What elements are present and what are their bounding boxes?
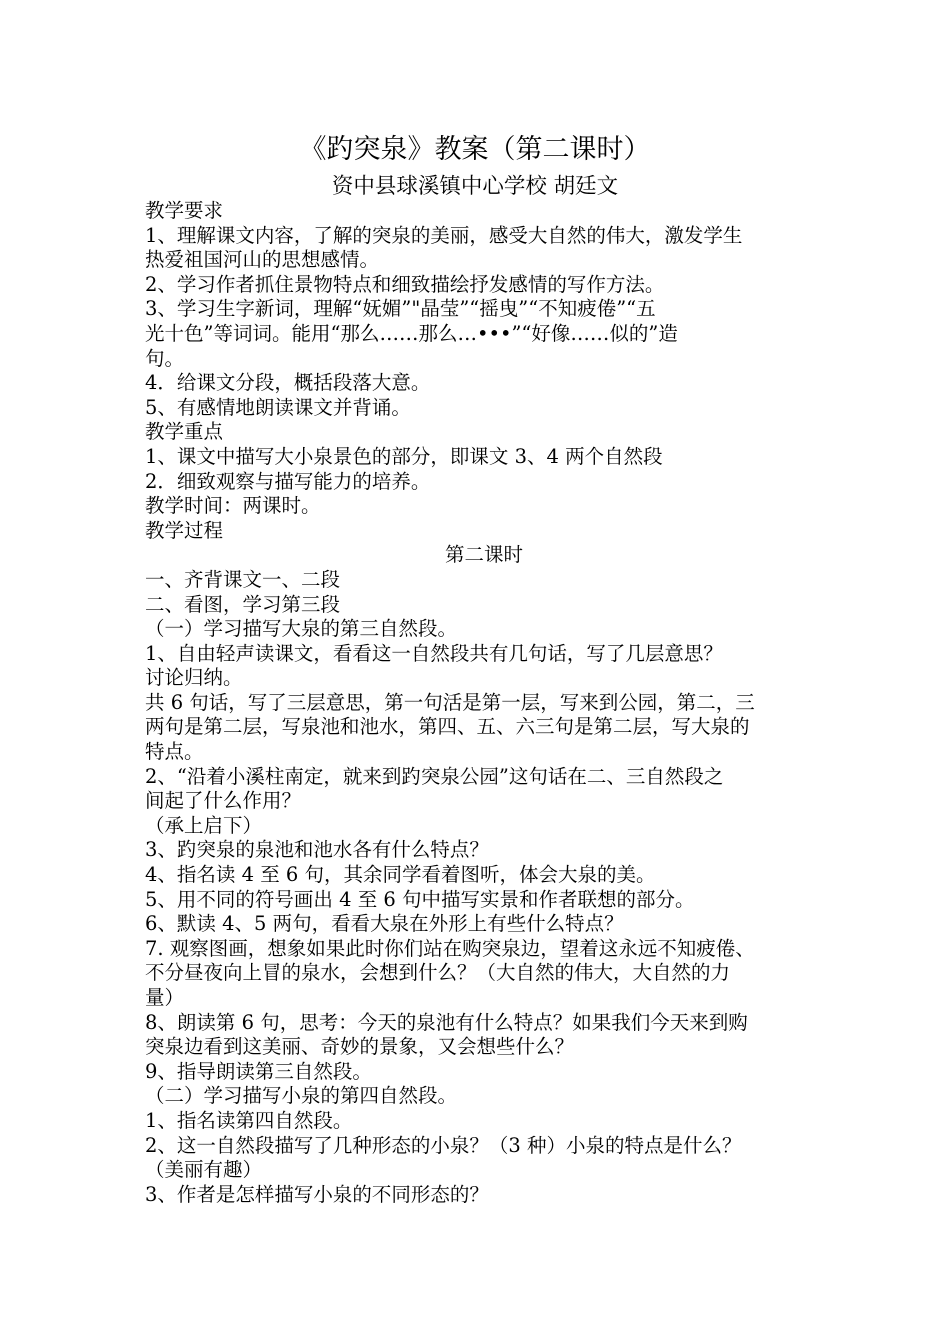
text-line: 8、朗读第 6 句，思考：今天的泉池有什么特点？如果我们今天来到购: [145, 1010, 748, 1034]
text-line: 1、课文中描写大小泉景色的部分，即课文 3、4 两个自然段: [145, 444, 663, 468]
text-line: 5、用不同的符号画出 4 至 6 句中描写实景和作者联想的部分。: [145, 887, 695, 911]
text-line: 2、这一自然段描写了几种形态的小泉？（3 种）小泉的特点是什么？: [145, 1133, 742, 1157]
text-line: 讨论归纳。: [145, 666, 243, 690]
text-line: 教学时间：两课时。: [145, 494, 321, 518]
text-line: 3、作者是怎样描写小泉的不同形态的？: [145, 1182, 489, 1206]
text-line: 3、趵突泉的泉池和池水各有什么特点？: [145, 838, 489, 862]
text-line: 4、指名读 4 至 6 句，其余同学看着图听，体会大泉的美。: [145, 863, 656, 887]
author-line: 资中县球溪镇中心学校 胡廷文: [331, 174, 619, 199]
text-line: 量）: [145, 986, 185, 1009]
text-line: 共 6 句话，写了三层意思，第一句活是第一层，写来到公园，第二，三: [145, 690, 755, 714]
text-line: 2、学习作者抓住景物特点和细致描绘抒发感情的写作方法。: [145, 272, 665, 296]
text-line: 2．细致观察与描写能力的培养。: [145, 469, 431, 493]
text-line: 句。: [145, 346, 185, 370]
text-line: 3、学习生字新词，理解“妩媚”"晶莹”“摇曳”“不知疲倦”“五: [145, 297, 656, 321]
text-line: 1、自由轻声读课文，看看这一自然段共有几句话，写了几层意思？: [145, 641, 723, 665]
text-line: 7. 观察图画，想象如果此时你们站在购突泉边，望着这永远不知疲倦、: [145, 936, 755, 960]
text-line: （一）学习描写大泉的第三自然段。: [145, 617, 458, 641]
text-line: （二）学习描写小泉的第四自然段。: [145, 1084, 458, 1108]
section-heading: 教学重点: [145, 420, 224, 444]
text-line: （承上启下）: [145, 813, 263, 837]
text-line: 二、看图，学习第三段: [145, 592, 341, 616]
text-line: 突泉边看到这美丽、奇妙的景象，又会想些什么？: [145, 1035, 575, 1059]
text-line: 特点。: [145, 740, 204, 764]
text-line: 2、“沿着小溪柱南定，就来到趵突泉公园”这句话在二、三自然段之: [145, 764, 724, 788]
text-line: （美丽有趣）: [145, 1158, 263, 1182]
text-line: 热爱祖国河山的思想感情。: [145, 248, 380, 272]
text-line: 5、有感情地朗读课文并背诵。: [145, 395, 411, 419]
text-line: 4．给课文分段，概括段落大意。: [145, 371, 431, 395]
text-line: 一、齐背课文一、二段: [145, 567, 341, 591]
text-line: 不分昼夜向上冒的泉水，会想到什么？（大自然的伟大，大自然的力: [145, 961, 731, 985]
text-line: 1、理解课文内容，了解的突泉的美丽，感受大自然的伟大，激发学生: [145, 223, 743, 247]
document-body: [145, 199, 815, 1207]
lesson-heading: 第二课时: [444, 543, 523, 567]
text-line: 两句是第二层，写泉池和池水，第四、五、六三句是第二层，写大泉的: [145, 715, 750, 739]
text-line: 6、默读 4、5 两句，看看大泉在外形上有些什么特点？: [145, 912, 624, 936]
document-title: 《趵突泉》教案（第二课时）: [299, 134, 651, 165]
text-line: 1、指名读第四自然段。: [145, 1108, 353, 1132]
section-heading: 教学过程: [145, 518, 224, 542]
section-heading: 教学要求: [145, 199, 224, 222]
text-line: 9、指导朗读第三自然段。: [145, 1059, 372, 1083]
text-line: 光十色”等词词。能用“那么……那么…•••”“好像……似的”造: [145, 321, 678, 345]
text-line: 间起了什么作用？: [145, 789, 302, 813]
